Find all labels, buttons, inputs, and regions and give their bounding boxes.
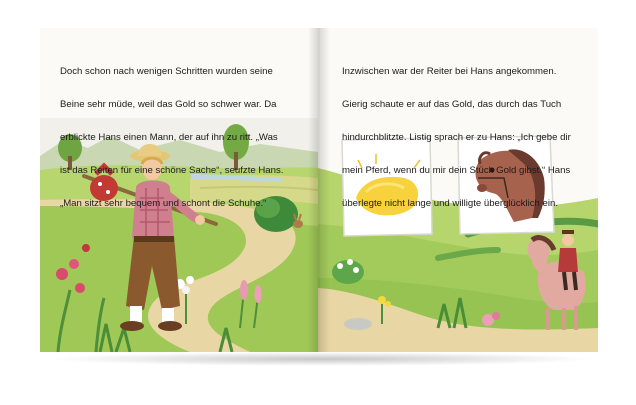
left-text-line: Doch schon nach wenigen Schritten wurden seine [60,66,273,78]
book-shadow [48,352,596,366]
right-text-line: mein Pferd, wenn du mir dein Stück Gold gibst.“ Hans [342,164,571,176]
right-text-line: hindurchblitzte. Listig sprach er zu Hans: „Ich gebe dir [342,132,571,144]
right-text-line: Inzwischen war der Reiter bei Hans angekommen. [342,66,557,78]
left-text-line: Beine sehr müde, weil das Gold so schwer war. Da [60,99,277,111]
left-text-line: „Man sitzt sehr bequem und schont die Schuhe.“ [60,197,267,209]
left-page [40,28,318,352]
right-page [318,28,598,352]
left-page-text [40,28,318,228]
right-page-text [318,28,598,228]
right-text-line: Gierig schaute er auf das Gold, das durch das Tuch [342,99,562,111]
left-text-line: erblickte Hans einen Mann, der auf ihn zu ritt. „Was [60,132,278,144]
left-text-line: ist das Reiten für eine schöne Sache“, seufzte Hans. [60,164,284,176]
right-text-line: überlegte nicht lange und willigte überglücklich ein. [342,197,558,209]
open-book [40,28,598,352]
